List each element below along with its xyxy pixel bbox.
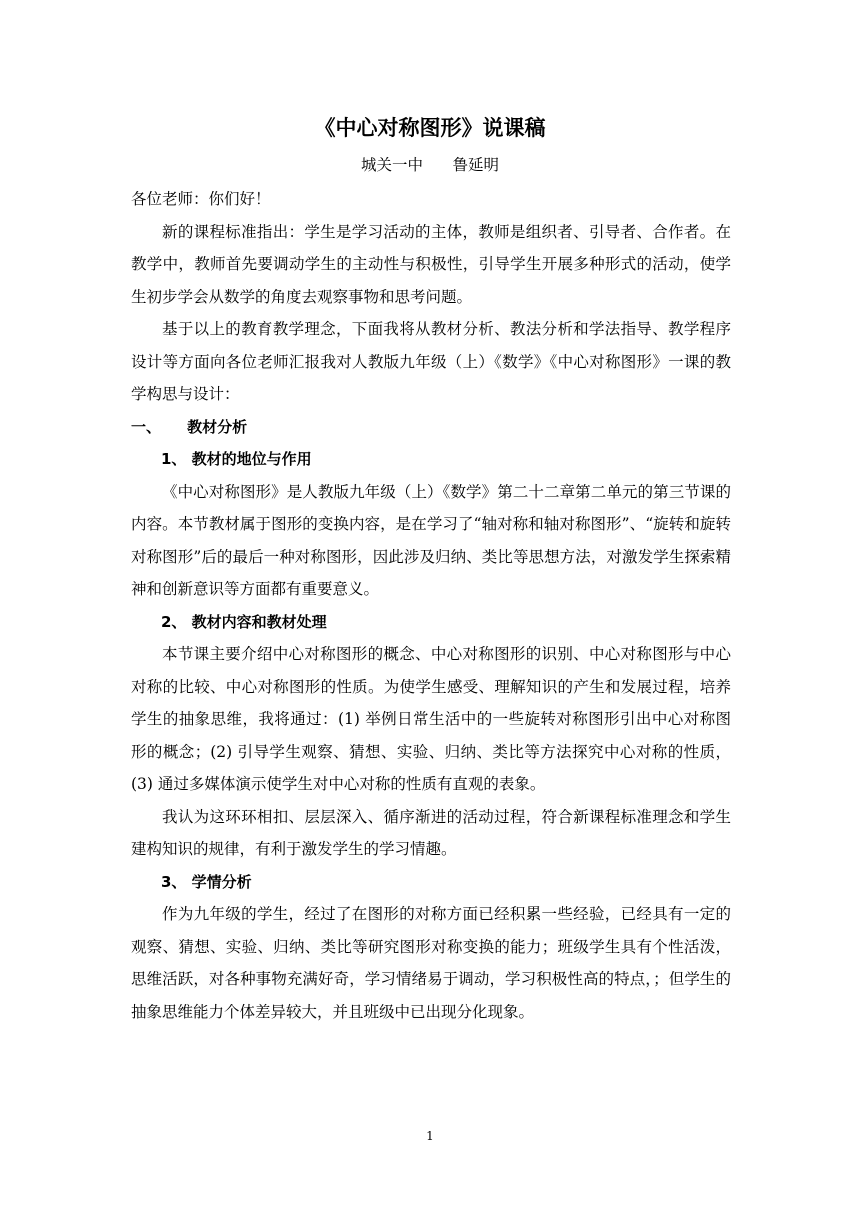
subsection-heading-1: 1、 教材的地位与作用 [161, 450, 312, 468]
paragraph-3: 《中心对称图形》是人教版九年级（上）《数学》第二十二章第二单元的第三节课的内容。本节教材属于图形的变换内容，是在学习了“轴对称和轴对称图形”、“旋转和旋转对称图形”后的最后一种对称图形，因此涉及归纳、类比等思想方法，对激发学生探索精神和创新意识等方面都有重要意义。 [131, 482, 731, 598]
subsection-heading-3: 3、 学情分析 [161, 872, 252, 891]
paragraph-5: 我认为这环环相扣、层层深入、循序渐进的活动过程，符合新课程标准理念和学生建构知识的规律，有利于激发学生的学习情趣。 [131, 807, 731, 858]
subsection-heading-2: 2、 教材内容和教材处理 [161, 612, 327, 631]
greeting: 各位老师：你们好！ [131, 190, 271, 208]
document-title: 《中心对称图形》说课稿 [314, 116, 546, 140]
section-heading-1: 一、 教材分析 [131, 417, 248, 436]
paragraph-6: 作为九年级的学生，经过了在图形的对称方面已经积累一些经验，已经具有一定的观察、猜想、实验、归纳、类比等研究图形对称变换的能力；班级学生具有个性活泼，思维活跃，对各种事物充满好奇，学习情绪易于调动，学习积极性高的特点，；但学生的抽象思维能力个体差异较大，并且班级中已出现分化现象。 [131, 905, 731, 1021]
page-number: 1 [426, 1129, 434, 1143]
paragraph-2: 基于以上的教育教学理念，下面我将从教材分析、教法分析和学法指导、教学程序设计等方面向各位老师汇报我对人教版九年级（上）《数学》《中心对称图形》一课的教学构思与设计： [131, 320, 731, 403]
document-body [131, 183, 731, 1028]
paragraph-4: 本节课主要介绍中心对称图形的概念、中心对称图形的识别、中心对称图形与中心对称的比较、中心对称图形的性质。为使学生感受、理解知识的产生和发展过程，培养学生的抽象思维，我将通过：(1) 举例日常生活中的一些旋转对称图形引出中心对称图形的概念；(2) 引导学生观察、猜想、实验、归纳、类比等方法探究中心对称的性质，(3) 通过多媒体演示使学生对中心对称的性质有直观的表象。 [131, 645, 731, 793]
paragraph-1: 新的课程标准指出：学生是学习活动的主体，教师是组织者、引导者、合作者。在教学中，教师首先要调动学生的主动性与积极性，引导学生开展多种形式的活动，使学生初步学会从数学的角度去观察事物和思考问题。 [131, 222, 731, 306]
author-line: 城关一中 鲁延明 [360, 156, 500, 174]
